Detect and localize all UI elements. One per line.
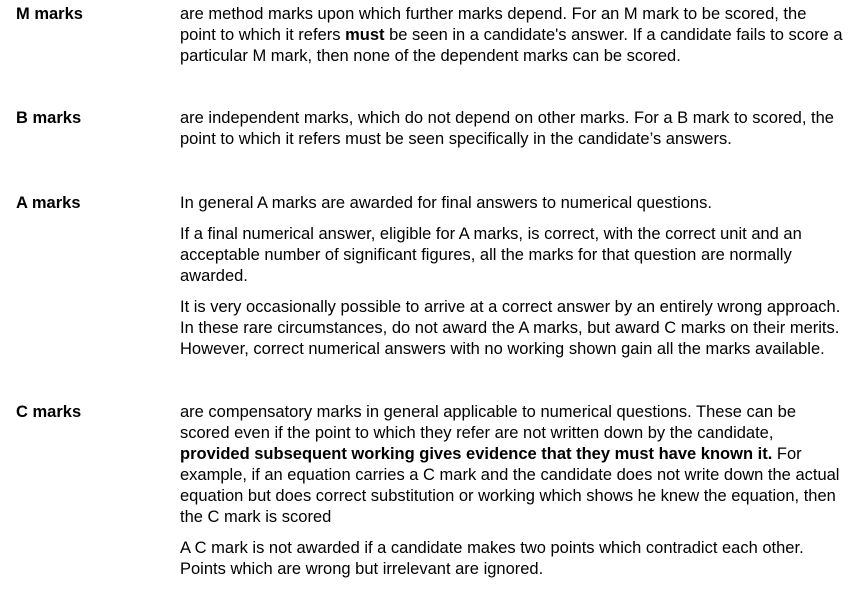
paragraph <box>180 402 844 528</box>
text-run: are method marks upon which further marks depend. For an M mark to be scored, the point to which it refers <box>180 5 807 44</box>
bold-text-run: must <box>345 26 385 44</box>
paragraph <box>180 108 844 150</box>
paragraph <box>180 297 844 360</box>
text-run: If a final numerical answer, eligible for A marks, is correct, with the correct unit and an acceptable number of significant figures, all the marks for that question are normally awarded. <box>180 225 802 285</box>
text-run: In general A marks are awarded for final answers to numerical questions. <box>180 194 712 212</box>
text-run: are compensatory marks in general applicable to numerical questions. These can be scored even if the point to which they refer are not written down by the candidate, <box>180 403 797 442</box>
description-a-marks <box>180 193 844 360</box>
bold-text-run: provided subsequent working gives evidence that they must have known it. <box>180 445 773 463</box>
text-run: For example, if an equation carries a C mark and the candidate does not write down the actual equation but does correct substitution or working which shows he knew the equation, then the C mark is scored <box>180 445 840 526</box>
term-b-marks: B marks <box>16 109 82 127</box>
term-c-marks: C marks <box>16 403 82 421</box>
description-m-marks <box>180 4 844 67</box>
text-run: be seen in a candidate's answer. If a candidate fails to score a particular M mark, then none of the dependent marks can be scored. <box>180 26 843 65</box>
paragraph <box>180 538 844 580</box>
description-b-marks <box>180 108 844 150</box>
text-run: It is very occasionally possible to arrive at a correct answer by an entirely wrong approach. In these rare circumstances, do not award the A marks, but award C marks on their merits. However, correct numerical answers with no working shown gain all the marks available. <box>180 298 841 358</box>
term-m-marks: M marks <box>16 5 83 23</box>
text-run: A C mark is not awarded if a candidate makes two points which contradict each other. Points which are wrong but irrelevant are ignored. <box>180 539 804 578</box>
description-c-marks <box>180 402 844 580</box>
term-a-marks: A marks <box>16 194 81 212</box>
paragraph <box>180 224 844 287</box>
paragraph <box>180 4 844 67</box>
paragraph <box>180 193 844 214</box>
text-run: are independent marks, which do not depend on other marks. For a B mark to scored, the point to which it refers must be seen specifically in the candidate’s answers. <box>180 109 834 148</box>
